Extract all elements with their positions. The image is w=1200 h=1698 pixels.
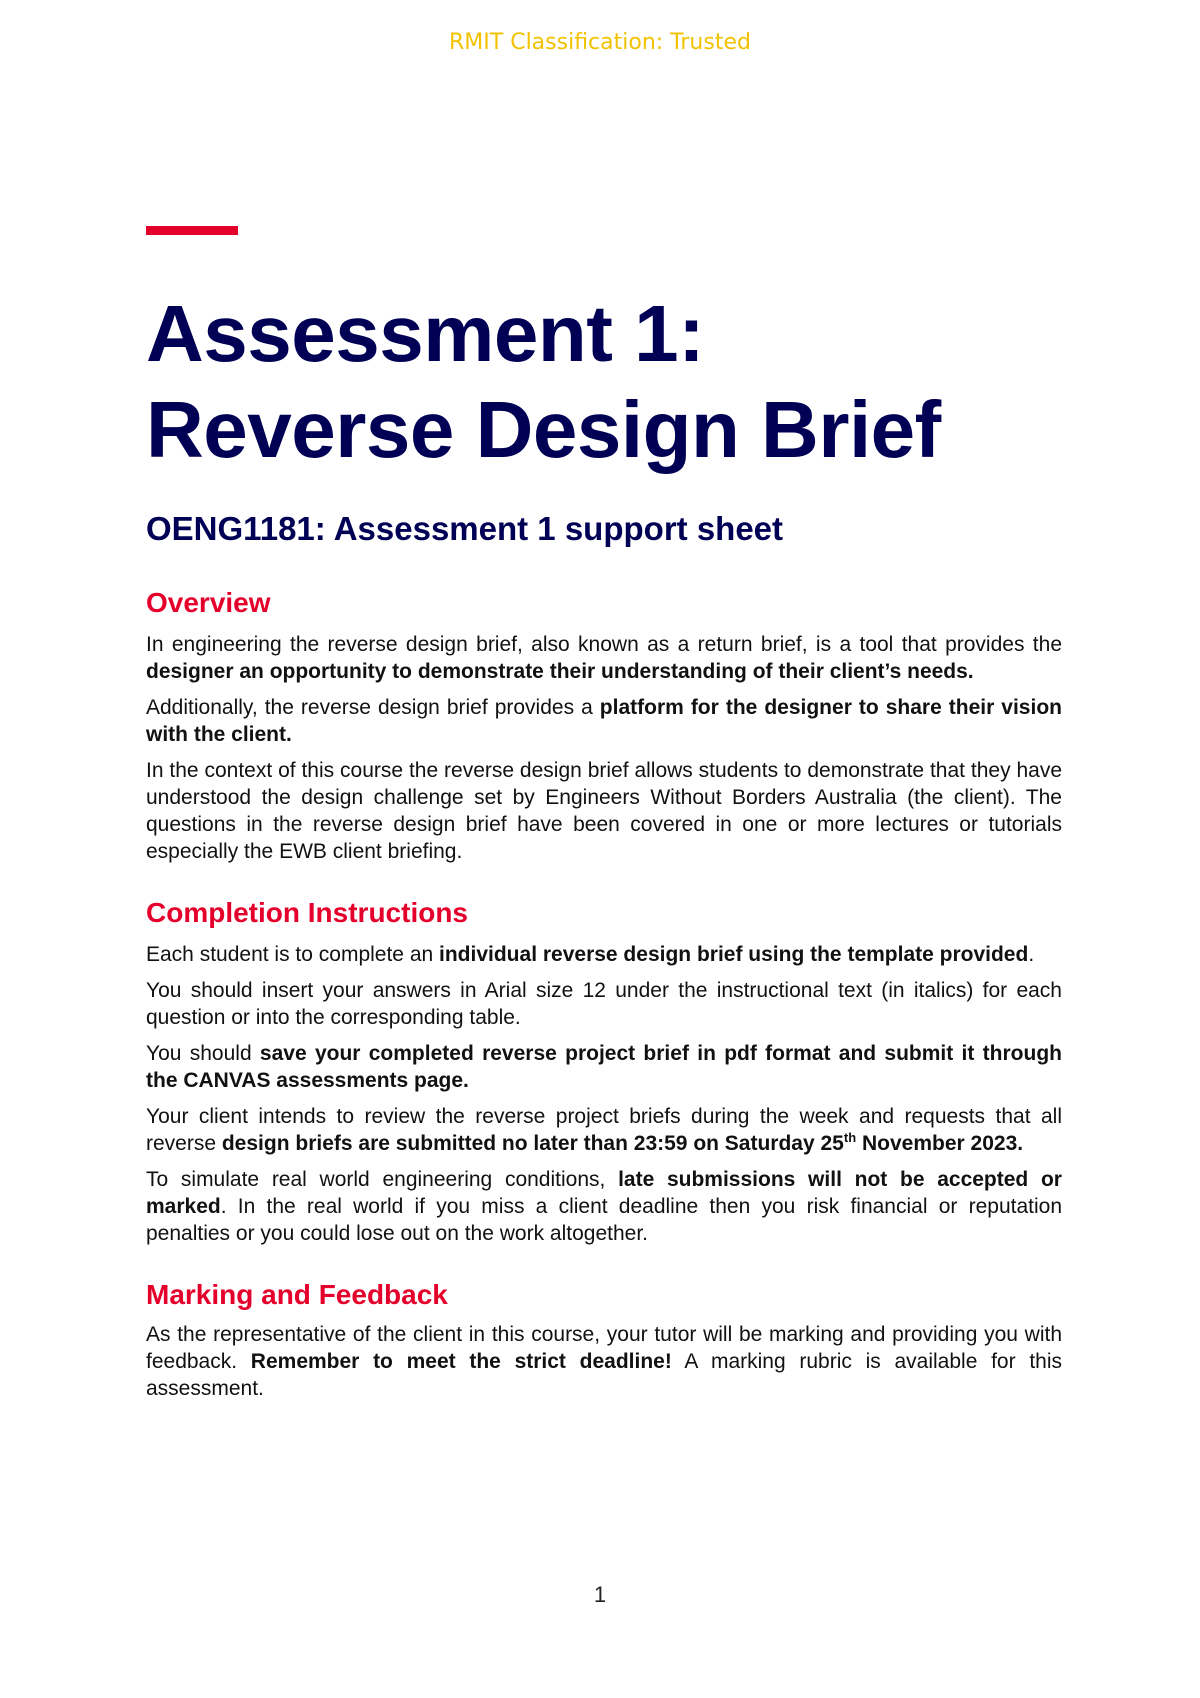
bold-run: Remember to meet the strict deadline! [250,1350,672,1373]
completion-paragraph-1 [146,941,1062,968]
bold-run: platform for the designer to share their vision with the client. [146,696,1062,746]
overview-paragraph-2 [146,694,1062,748]
page-title [146,286,1066,478]
overview-paragraph-1 [146,631,1062,685]
bold-run: individual reverse design brief using the template provided [439,943,1029,966]
bold-run: late submissions will not be accepted or marked [146,1168,1062,1218]
completion-paragraph-4 [146,1103,1062,1157]
text-run: Additionally, the reverse design brief provides a [146,696,600,719]
completion-paragraph-3 [146,1040,1062,1094]
accent-bar [146,226,238,235]
text-run: You should [146,1042,260,1065]
text-run: . [1028,943,1035,966]
text-run: As the representative of the client in this course, your tutor will be marking and providing you with feedback. [146,1323,1062,1373]
marking-heading: Marking and Feedback [146,1279,448,1310]
deadline-text [222,1132,1023,1155]
page-number: 1 [593,1582,607,1607]
title-line-2: Reverse Design Brief [146,385,941,474]
text-run: A marking rubric is available for this assessment. [146,1350,1062,1400]
bold-run: November 2023. [856,1132,1024,1155]
document-body [146,585,1062,1402]
completion-heading: Completion Instructions [146,897,468,928]
completion-paragraph-5 [146,1166,1062,1247]
completion-paragraph-2: You should insert your answers in Arial size 12 under the instructional text (in italics) for each question or into the corresponding table. [146,979,1062,1029]
overview-heading: Overview [146,587,271,618]
bold-run: save your completed reverse project brief in pdf format and submit it through the CANVAS assessments page. [146,1042,1062,1092]
overview-section [146,585,1062,865]
marking-paragraph-1 [146,1321,1062,1402]
bold-run: design briefs are submitted no later than 23:59 on Saturday 25 [221,1132,844,1155]
text-run: Each student is to complete an [146,943,440,966]
bold-run: designer an opportunity to demonstrate their understanding of their client’s needs. [146,660,974,683]
page-subtitle: OENG1181: Assessment 1 support sheet [146,510,784,547]
ordinal-suffix: th [843,1130,857,1145]
title-line-1: Assessment 1: [146,289,705,378]
text-run: Your client intends to review the reverse project briefs during the week and requests that all reverse [146,1105,1062,1155]
overview-paragraph-3: In the context of this course the reverse design brief allows students to demonstrate that they have understood the design challenge set by Engineers Without Borders Australia (the client). The questions in the reverse design brief have been covered in one or more lectures or tutorials especially the EWB client briefing. [146,759,1062,863]
text-run: . In the real world if you miss a client deadline then you risk financial or reputation penalties or you could lose out on the work altogether. [146,1195,1062,1245]
text-run: In engineering the reverse design brief, also known as a return brief, is a tool that provides the [146,633,1062,656]
text-run: To simulate real world engineering conditions, [146,1168,619,1191]
marking-section [146,1277,1062,1402]
classification-label: RMIT Classification: Trusted [449,30,751,55]
completion-section [146,895,1062,1247]
